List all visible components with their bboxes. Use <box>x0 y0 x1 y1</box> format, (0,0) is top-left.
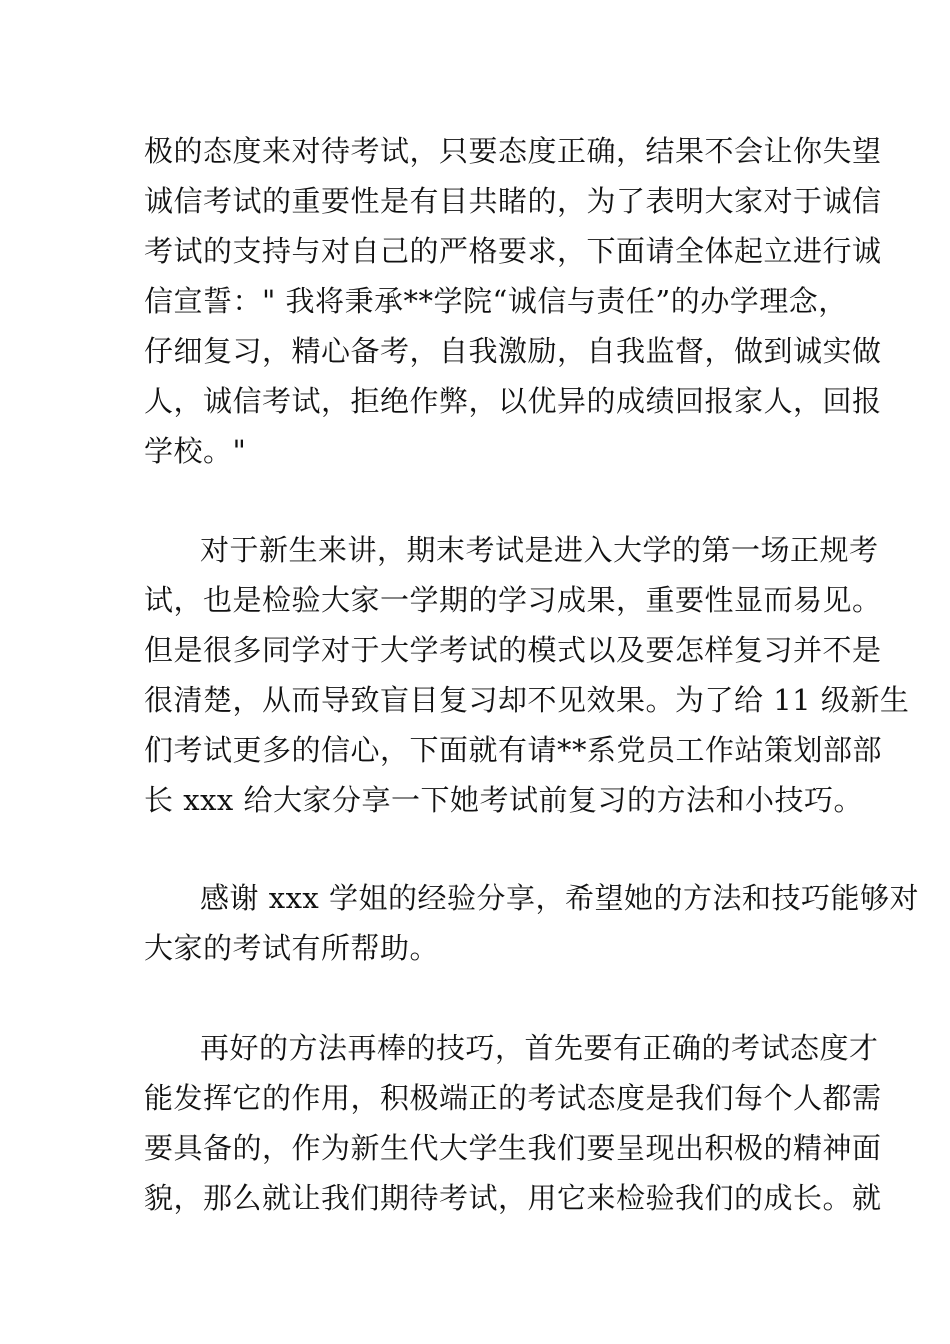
text-line: 貌，那么就让我们期待考试，用它来检验我们的成长。就 <box>144 1181 882 1215</box>
text-line: 试，也是检验大家一学期的学习成果，重要性显而易见。 <box>144 583 882 617</box>
text-line: 要具备的，作为新生代大学生我们要呈现出积极的精神面 <box>144 1131 882 1165</box>
text-line: 但是很多同学对于大学考试的模式以及要怎样复习并不是 <box>144 633 882 667</box>
text-line: 极的态度来对待考试，只要态度正确，结果不会让你失望 <box>144 134 882 168</box>
text-line: 能发挥它的作用，积极端正的考试态度是我们每个人都需 <box>144 1081 882 1115</box>
text-line: 信宣誓：" 我将秉承**学院“诚信与责任”的办学理念， <box>144 284 848 318</box>
text-line: 大家的考试有所帮助。 <box>144 931 440 965</box>
text-line: 很清楚，从而导致盲目复习却不见效果。为了给 11 级新生 <box>144 683 910 717</box>
text-line: 人，诚信考试，拒绝作弊，以优异的成绩回报家人，回报 <box>144 384 882 418</box>
text-line: 再好的方法再棒的技巧，首先要有正确的考试态度才 <box>200 1031 879 1065</box>
text-line: 仔细复习，精心备考，自我激励，自我监督，做到诚实做 <box>144 334 882 368</box>
text-line: 长 xxx 给大家分享一下她考试前复习的方法和小技巧。 <box>144 783 864 817</box>
text-line: 感谢 xxx 学姐的经验分享，希望她的方法和技巧能够对 <box>200 881 920 915</box>
text-line: 考试的支持与对自己的严格要求，下面请全体起立进行诚 <box>144 234 882 268</box>
text-line: 学校。" <box>144 434 247 468</box>
text-line: 们考试更多的信心，下面就有请**系党员工作站策划部部 <box>144 733 883 767</box>
text-line: 诚信考试的重要性是有目共睹的，为了表明大家对于诚信 <box>144 184 882 218</box>
text-line: 对于新生来讲，期末考试是进入大学的第一场正规考 <box>200 533 879 567</box>
